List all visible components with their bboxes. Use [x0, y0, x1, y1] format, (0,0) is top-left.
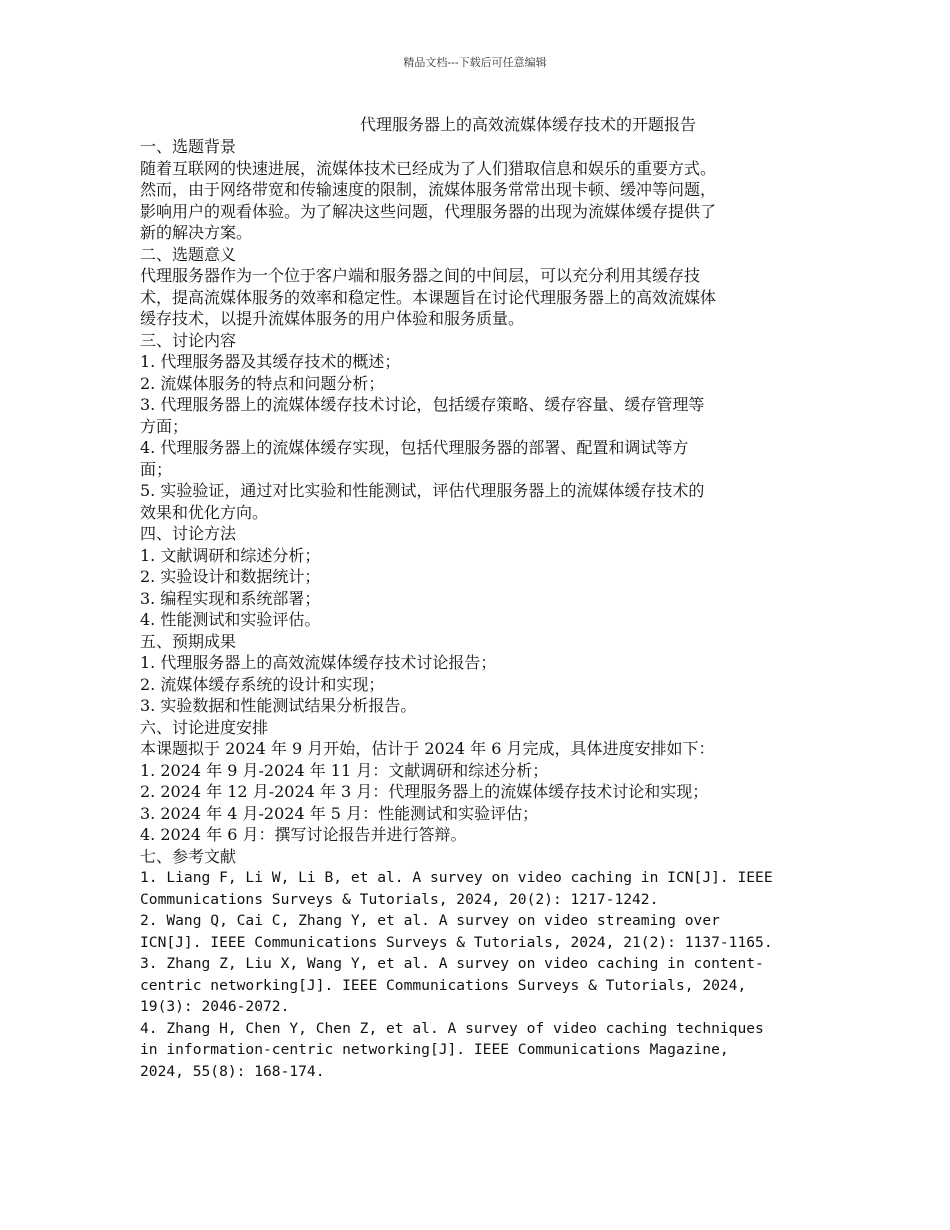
- list-item: 4. 代理服务器上的流媒体缓存实现，包括代理服务器的部署、配置和调试等方: [140, 438, 689, 457]
- list-item: 5. 实验验证，通过对比实验和性能测试，评估代理服务器上的流媒体缓存技术的: [140, 481, 705, 500]
- section-background: [140, 136, 840, 244]
- list-item: 3. 代理服务器上的流媒体缓存技术讨论，包括缓存策略、缓存容量、缓存管理等: [140, 395, 705, 414]
- section-schedule: [140, 717, 840, 846]
- list-item: 4. 性能测试和实验评估。: [140, 610, 321, 629]
- section-heading: 二、选题意义: [140, 244, 237, 264]
- list-item: 1. 文献调研和综述分析；: [140, 545, 321, 565]
- list-item: 方面；: [140, 416, 189, 436]
- section-heading: 四、讨论方法: [140, 524, 237, 543]
- paragraph-line: 术，提高流媒体服务的效率和稳定性。本课题旨在讨论代理服务器上的高效流媒体: [140, 287, 717, 307]
- section-outcomes: [140, 631, 840, 717]
- reference-line: 2. Wang Q, Cai C, Zhang Y, et al. A survey on video streaming over: [140, 912, 720, 929]
- section-content: [140, 330, 840, 524]
- reference-line: 2024, 55(8): 168-174.: [140, 1062, 325, 1080]
- paragraph-line: 代理服务器作为一个位于客户端和服务器之间的中间层，可以充分利用其缓存技: [140, 266, 701, 285]
- list-item: 3. 编程实现和系统部署；: [140, 588, 321, 608]
- section-heading: 五、预期成果: [140, 631, 237, 651]
- document-body: [140, 136, 840, 1082]
- reference-line: 3. Zhang Z, Liu X, Wang Y, et al. A survey on video caching in content-: [140, 955, 764, 972]
- list-item: 3. 2024 年 4 月-2024 年 5 月：性能测试和实验评估；: [140, 803, 539, 823]
- list-item: 1. 代理服务器上的高效流媒体缓存技术讨论报告；: [140, 653, 497, 672]
- list-item: 2. 流媒体缓存系统的设计和实现；: [140, 674, 385, 694]
- section-significance: [140, 244, 840, 330]
- reference-line: in information-centric networking[J]. IEEE Communications Magazine,: [140, 1041, 729, 1058]
- reference-line: 4. Zhang H, Chen Y, Chen Z, et al. A survey of video caching techniques: [140, 1019, 764, 1037]
- reference-line: centric networking[J]. IEEE Communications Surveys & Tutorials, 2024,: [140, 976, 747, 994]
- list-item: 面；: [140, 459, 173, 479]
- section-references: [140, 846, 840, 1083]
- section-heading: 一、选题背景: [140, 137, 237, 156]
- list-item: 2. 实验设计和数据统计；: [140, 567, 321, 586]
- section-heading: 七、参考文献: [140, 846, 237, 866]
- list-item: 2. 2024 年 12 月-2024 年 3 月：代理服务器上的流媒体缓存技术讨论和实现；: [140, 782, 709, 801]
- list-item: 1. 代理服务器及其缓存技术的概述；: [140, 352, 401, 371]
- document-title: 代理服务器上的高效流媒体缓存技术的开题报告: [360, 115, 697, 134]
- section-heading: 六、讨论进度安排: [140, 717, 269, 737]
- section-heading: 三、讨论内容: [140, 330, 237, 350]
- reference-line: Communications Surveys & Tutorials, 2024, 20(2): 1217-1242.: [140, 890, 659, 908]
- paragraph-line: 缓存技术，以提升流媒体服务的用户体验和服务质量。: [140, 309, 525, 328]
- paragraph-line: 随着互联网的快速进展，流媒体技术已经成为了人们猎取信息和娱乐的重要方式。: [140, 158, 717, 178]
- paragraph-line: 本课题拟于 2024 年 9 月开始，估计于 2024 年 6 月完成，具体进度安排如下：: [140, 739, 715, 758]
- reference-line: 19(3): 2046-2072.: [140, 998, 290, 1015]
- list-item: 2. 流媒体服务的特点和问题分析；: [140, 373, 385, 393]
- paragraph-line: 然而，由于网络带宽和传输速度的限制，流媒体服务常常出现卡顿、缓冲等问题，: [140, 180, 717, 199]
- header-note: 精品文档---下载后可任意编辑: [403, 56, 547, 69]
- section-methods: [140, 523, 840, 631]
- reference-line: ICN[J]. IEEE Communications Surveys & Tutorials, 2024, 21(2): 1137-1165.: [140, 933, 773, 951]
- list-item: 4. 2024 年 6 月：撰写讨论报告并进行答辩。: [140, 825, 467, 844]
- list-item: 3. 实验数据和性能测试结果分析报告。: [140, 696, 417, 715]
- list-item: 效果和优化方向。: [140, 502, 269, 522]
- reference-line: 1. Liang F, Li W, Li B, et al. A survey on video caching in ICN[J]. IEEE: [140, 869, 773, 886]
- paragraph-line: 影响用户的观看体验。为了解决这些问题，代理服务器的出现为流媒体缓存提供了: [140, 201, 717, 221]
- paragraph-line: 新的解决方案。: [140, 223, 253, 242]
- list-item: 1. 2024 年 9 月-2024 年 11 月：文献调研和综述分析；: [140, 760, 549, 780]
